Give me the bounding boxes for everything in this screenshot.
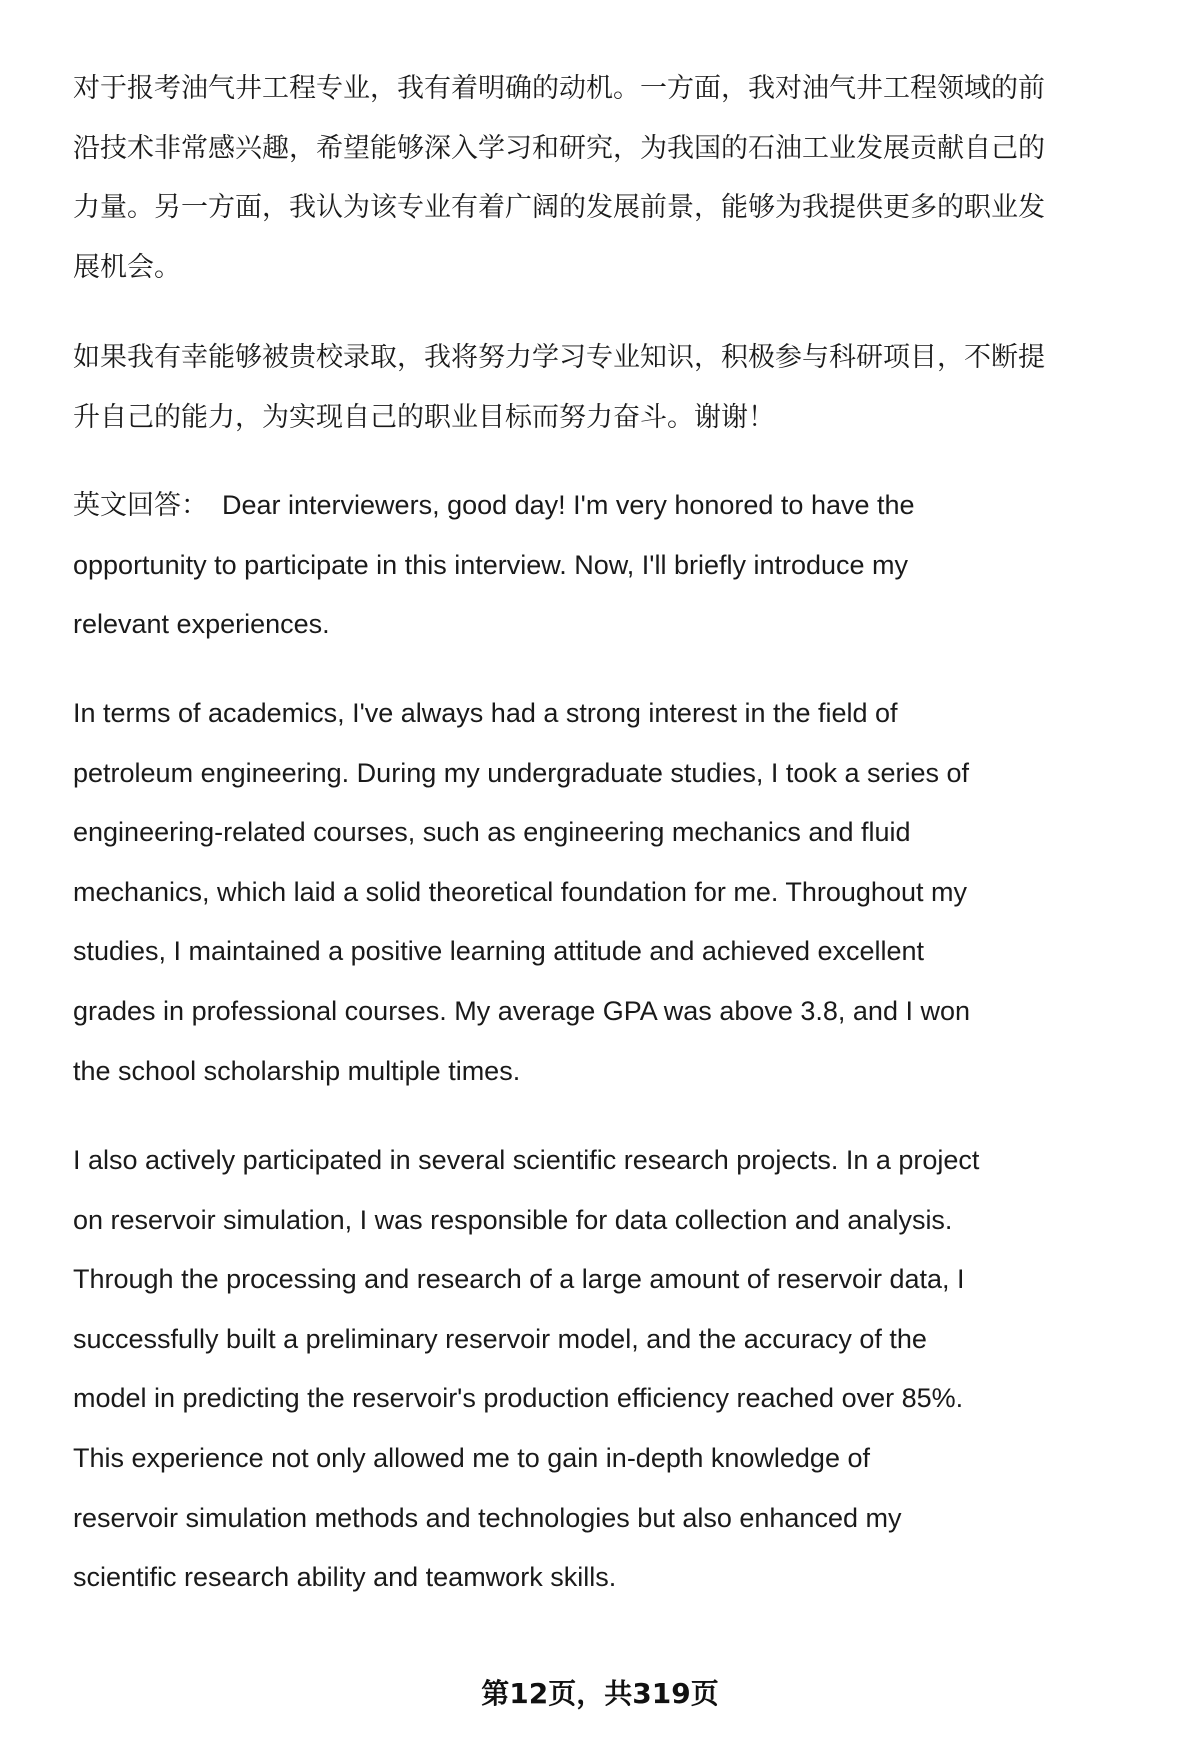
- page-number: 第12页，共319页: [481, 1677, 719, 1710]
- text-line: relevant experiences.: [73, 609, 330, 640]
- text-line: scientific research ability and teamwork skills.: [73, 1562, 617, 1593]
- paragraph-academics: [73, 684, 1153, 1101]
- paragraph-motivation: [73, 59, 1153, 297]
- text-line: grades in professional courses. My average GPA was above 3.8, and I won: [73, 995, 970, 1026]
- text-line: the school scholarship multiple times.: [73, 1055, 521, 1086]
- text-line: reservoir simulation methods and technologies but also enhanced my: [73, 1502, 902, 1533]
- paragraph-research: [73, 1131, 1153, 1608]
- text-line: model in predicting the reservoir's production efficiency reached over 85%.: [73, 1383, 964, 1414]
- paragraph-closing: [73, 328, 1153, 447]
- text-line: Through the processing and research of a large amount of reservoir data, I: [73, 1264, 965, 1295]
- text-line: 如果我有幸能够被贵校录取，我将努力学习专业知识，积极参与科研项目，不断提: [73, 342, 1045, 373]
- text-line: mechanics, which laid a solid theoretical foundation for me. Throughout my: [73, 876, 967, 907]
- paragraph-english-intro: [73, 476, 1153, 655]
- text-line: 力量。另一方面，我认为该专业有着广阔的发展前景，能够为我提供更多的职业发: [73, 192, 1045, 224]
- text-line: on reservoir simulation, I was responsible for data collection and analysis.: [73, 1204, 953, 1235]
- text-line: engineering-related courses, such as engineering mechanics and fluid: [73, 817, 911, 848]
- english-answer-label: 英文回答：: [73, 490, 208, 521]
- text-line: petroleum engineering. During my undergraduate studies, I took a series of: [73, 757, 970, 788]
- text-line: This experience not only allowed me to gain in-depth knowledge of: [73, 1442, 870, 1473]
- text-line: successfully built a preliminary reservoir model, and the accuracy of the: [73, 1323, 927, 1354]
- text-line-content: Dear interviewers, good day! I'm very honored to have the: [222, 490, 915, 520]
- text-line: opportunity to participate in this interview. Now, I'll briefly introduce my: [73, 549, 909, 580]
- text-line: I also actively participated in several scientific research projects. In a project: [73, 1145, 980, 1175]
- text-line: 对于报考油气井工程专业，我有着明确的动机。一方面，我对油气井工程领域的前: [73, 73, 1045, 104]
- text-line: [73, 476, 1153, 536]
- text-line: studies, I maintained a positive learning attitude and achieved excellent: [73, 936, 925, 967]
- text-line: In terms of academics, I've always had a strong interest in the field of: [73, 698, 898, 728]
- text-line: 展机会。: [73, 251, 181, 283]
- text-line: 升自己的能力，为实现自己的职业目标而努力奋斗。谢谢！: [73, 401, 775, 433]
- text-line: 沿技术非常感兴趣，希望能够深入学习和研究，为我国的石油工业发展贡献自己的: [73, 132, 1045, 164]
